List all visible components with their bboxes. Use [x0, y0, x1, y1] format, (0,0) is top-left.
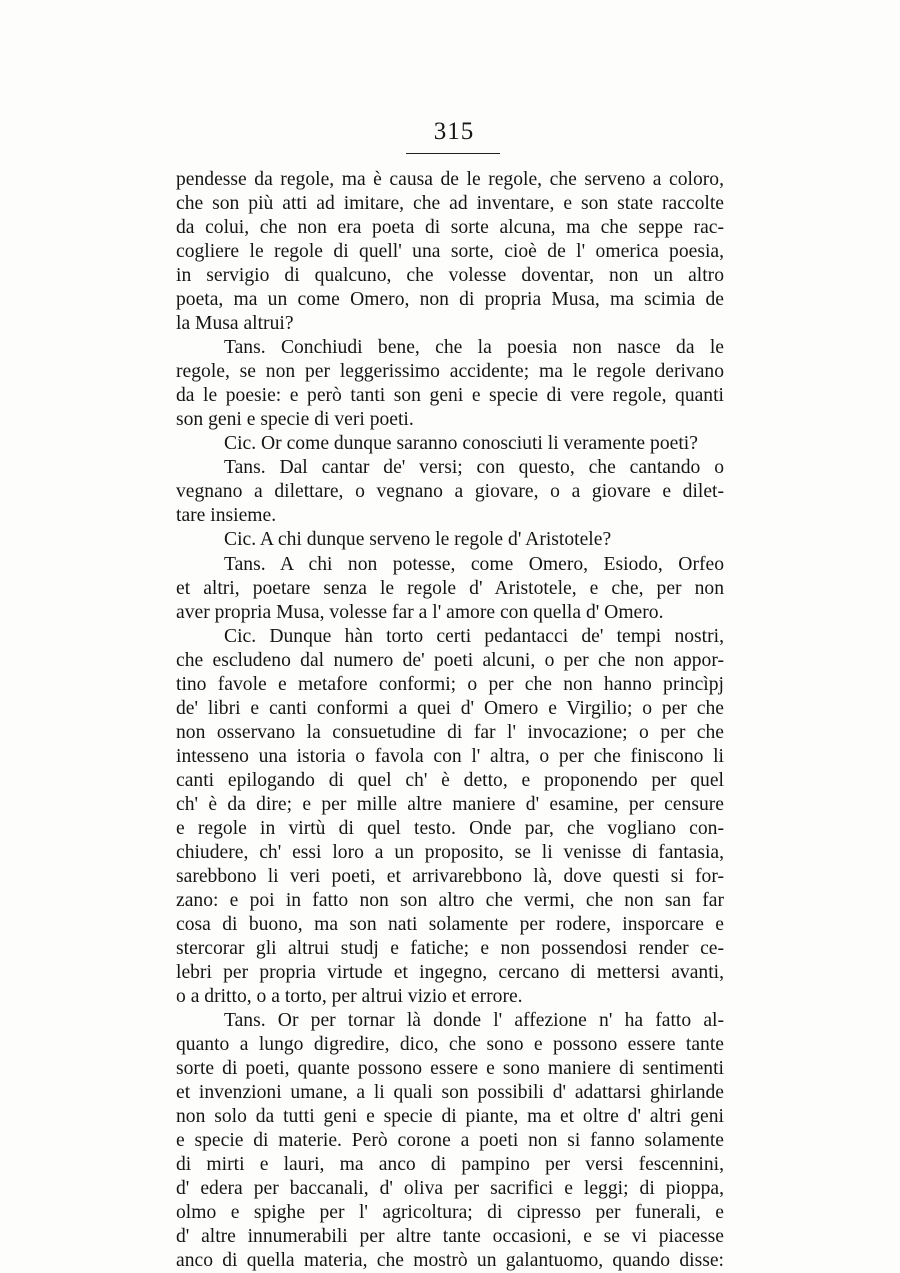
text-line: Tans. A chi non potesse, come Omero, Esiodo, Orfeo	[224, 553, 724, 575]
text-line: che escludeno dal numero de' poeti alcuni, o per che non appor-	[176, 649, 724, 671]
text-line: son geni e specie di veri poeti.	[176, 409, 414, 431]
text-line: d' edera per baccanali, d' oliva per sacrifici e leggi; di pioppa,	[176, 1178, 724, 1200]
text-line: Tans. Or per tornar là donde l' affezione n' ha fatto al-	[224, 1010, 724, 1032]
text-line: non osservano la consuetudine di far l' invocazione; o per che	[176, 721, 724, 743]
text-line: ch' è da dire; e per mille altre maniere d' esamine, per censure	[176, 793, 724, 815]
text-line: sarebbono li veri poeti, et arrivarebbono là, dove questi si for-	[176, 865, 724, 887]
text-line: che son più atti ad imitare, che ad inventare, e son state raccolte	[176, 193, 724, 215]
text-line: canti epilogando di quel ch' è detto, e proponendo per quel	[176, 769, 724, 791]
text-line: et altri, poetare senza le regole d' Aristotele, e che, per non	[176, 577, 724, 599]
text-line: in servigio di qualcuno, che volesse doventar, non un altro	[176, 265, 724, 287]
page-number: 315	[433, 118, 475, 145]
text-line: vegnano a dilettare, o vegnano a giovare, o a giovare e dilet-	[176, 481, 724, 503]
text-line: poeta, ma un come Omero, non di propria Musa, ma scimia de	[176, 289, 724, 311]
text-line: Cic. Dunque hàn torto certi pedantacci de' tempi nostri,	[224, 625, 724, 647]
text-line: d' altre innumerabili per altre tante occasioni, e se vi piacesse	[176, 1226, 724, 1248]
text-line: da le poesie: e però tanti son geni e specie di vere regole, quanti	[176, 385, 724, 407]
text-line: di mirti e lauri, ma anco di pampino per versi fescennini,	[176, 1154, 724, 1176]
text-line: e specie di materie. Però corone a poeti non si fanno solamente	[176, 1130, 724, 1152]
text-line: la Musa altrui?	[176, 313, 294, 335]
text-line: sorte di poeti, quante possono essere e sono maniere di sentimenti	[176, 1058, 724, 1080]
text-line: da colui, che non era poeta di sorte alcuna, ma che seppe rac-	[176, 217, 724, 239]
text-line: Cic. Or come dunque saranno conosciuti li veramente poeti?	[224, 433, 698, 455]
text-line: o a dritto, o a torto, per altrui vizio et errore.	[176, 986, 523, 1008]
text-line: tino favole e metafore conformi; o per che non hanno princìpj	[176, 673, 724, 695]
text-line: cogliere le regole di quell' una sorte, cioè de l' omerica poesia,	[176, 241, 724, 263]
text-line: et invenzioni umane, a li quali son possibili d' adattarsi ghirlande	[176, 1082, 724, 1104]
text-line: chiudere, ch' essi loro a un proposito, se li venisse di fantasia,	[176, 841, 724, 863]
text-line: Cic. A chi dunque serveno le regole d' Aristotele?	[224, 529, 612, 551]
text-line: zano: e poi in fatto non son altro che vermi, che non san far	[176, 889, 724, 911]
text-line: quanto a lungo digredire, dico, che sono e possono essere tante	[176, 1034, 724, 1056]
text-line: e regole in virtù di quel testo. Onde par, che vogliano con-	[176, 817, 724, 839]
text-line: stercorar gli altrui studj e fatiche; e non possendosi render ce-	[176, 938, 724, 959]
text-line: Tans. Dal cantar de' versi; con questo, che cantando o	[224, 457, 724, 479]
text-line: olmo e spighe per l' agricoltura; di cipresso per funerali, e	[176, 1202, 724, 1224]
text-line: cosa di buono, ma son nati solamente per rodere, insporcare e	[176, 913, 724, 935]
text-line: tare insieme.	[176, 505, 277, 527]
body-text	[176, 168, 724, 1273]
text-line: de' libri e canti conformi a quei d' Omero e Virgilio; o per che	[176, 697, 724, 719]
text-line: non solo da tutti geni e specie di piante, ma et oltre d' altri geni	[176, 1106, 724, 1128]
text-line: intesseno una istoria o favola con l' altra, o per che finiscono li	[176, 745, 724, 767]
text-line: anco di quella materia, che mostrò un galantuomo, quando disse:	[176, 1250, 724, 1272]
text-line: pendesse da regole, ma è causa de le regole, che serveno a coloro,	[176, 169, 724, 190]
text-line: lebri per propria virtude et ingegno, cercano di mettersi avanti,	[176, 962, 724, 984]
text-line: aver propria Musa, volesse far a l' amore con quella d' Omero.	[176, 601, 664, 623]
text-line: Tans. Conchiudi bene, che la poesia non nasce da le	[224, 337, 724, 359]
page-number-rule	[406, 153, 500, 154]
text-line: regole, se non per leggerissimo accidente; ma le regole derivano	[176, 361, 724, 383]
